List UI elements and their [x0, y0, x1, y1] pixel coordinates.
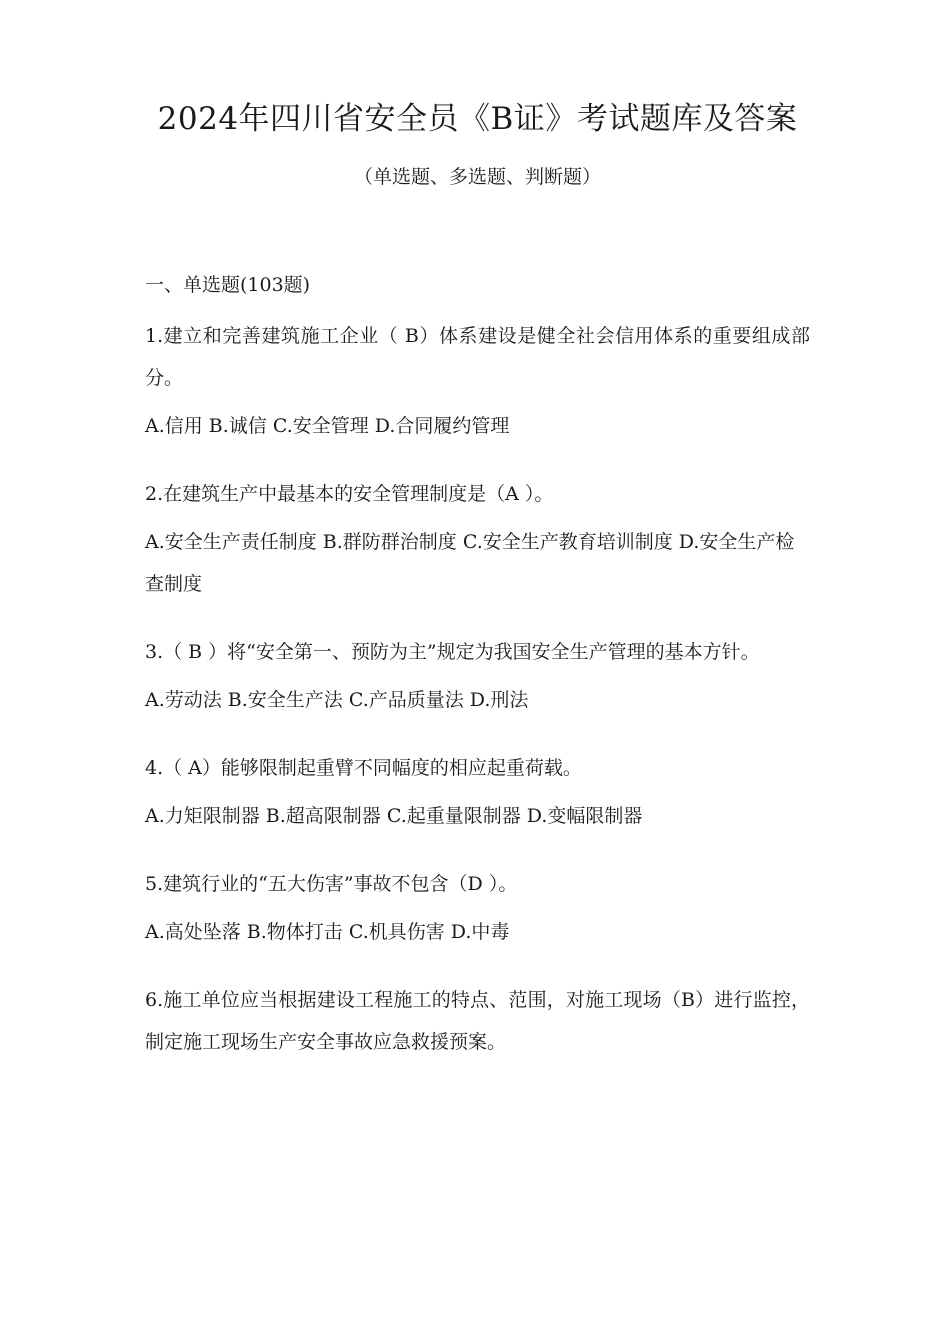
document-title: 2024年四川省安全员《B证》考试题库及答案 — [157, 101, 798, 137]
question-stem: 5.建筑行业的“五大伤害”事故不包含（D ）。 — [145, 873, 518, 895]
question-stem: 3.（ B ）将“安全第一、预防为主”规定为我国安全生产管理的基本方针。 — [145, 641, 760, 663]
question-options: A.高处坠落 B.物体打击 C.机具伤害 D.中毒 — [145, 921, 510, 943]
document-page — [145, 95, 810, 1063]
document-subtitle: （单选题、多选题、判断题） — [353, 166, 601, 188]
question-options: A.力矩限制器 B.超高限制器 C.起重量限制器 D.变幅限制器 — [145, 805, 643, 827]
section-title: 一、单选题(103题) — [145, 274, 311, 296]
question-options: A.安全生产责任制度 B.群防群治制度 C.安全生产教育培训制度 D.安全生产检查制度 — [145, 531, 795, 595]
question-stem: 4.（ A）能够限制起重臂不同幅度的相应起重荷载。 — [145, 757, 582, 779]
question-stem: 1.建立和完善建筑施工企业（ B）体系建设是健全社会信用体系的重要组成部分。 — [145, 325, 810, 389]
question-options: A.信用 B.诚信 C.安全管理 D.合同履约管理 — [145, 415, 510, 437]
question-2 — [145, 473, 810, 605]
question-stem: 2.在建筑生产中最基本的安全管理制度是（A ）。 — [145, 483, 554, 505]
question-4 — [145, 747, 810, 837]
question-stem: 6.施工单位应当根据建设工程施工的特点、范围，对施工现场（B）进行监控，制定施工现场生产安全事故应急救援预案。 — [145, 989, 810, 1053]
question-6 — [145, 979, 810, 1063]
question-5 — [145, 863, 810, 953]
question-options: A.劳动法 B.安全生产法 C.产品质量法 D.刑法 — [145, 689, 529, 711]
question-1 — [145, 315, 810, 447]
question-3 — [145, 631, 810, 721]
